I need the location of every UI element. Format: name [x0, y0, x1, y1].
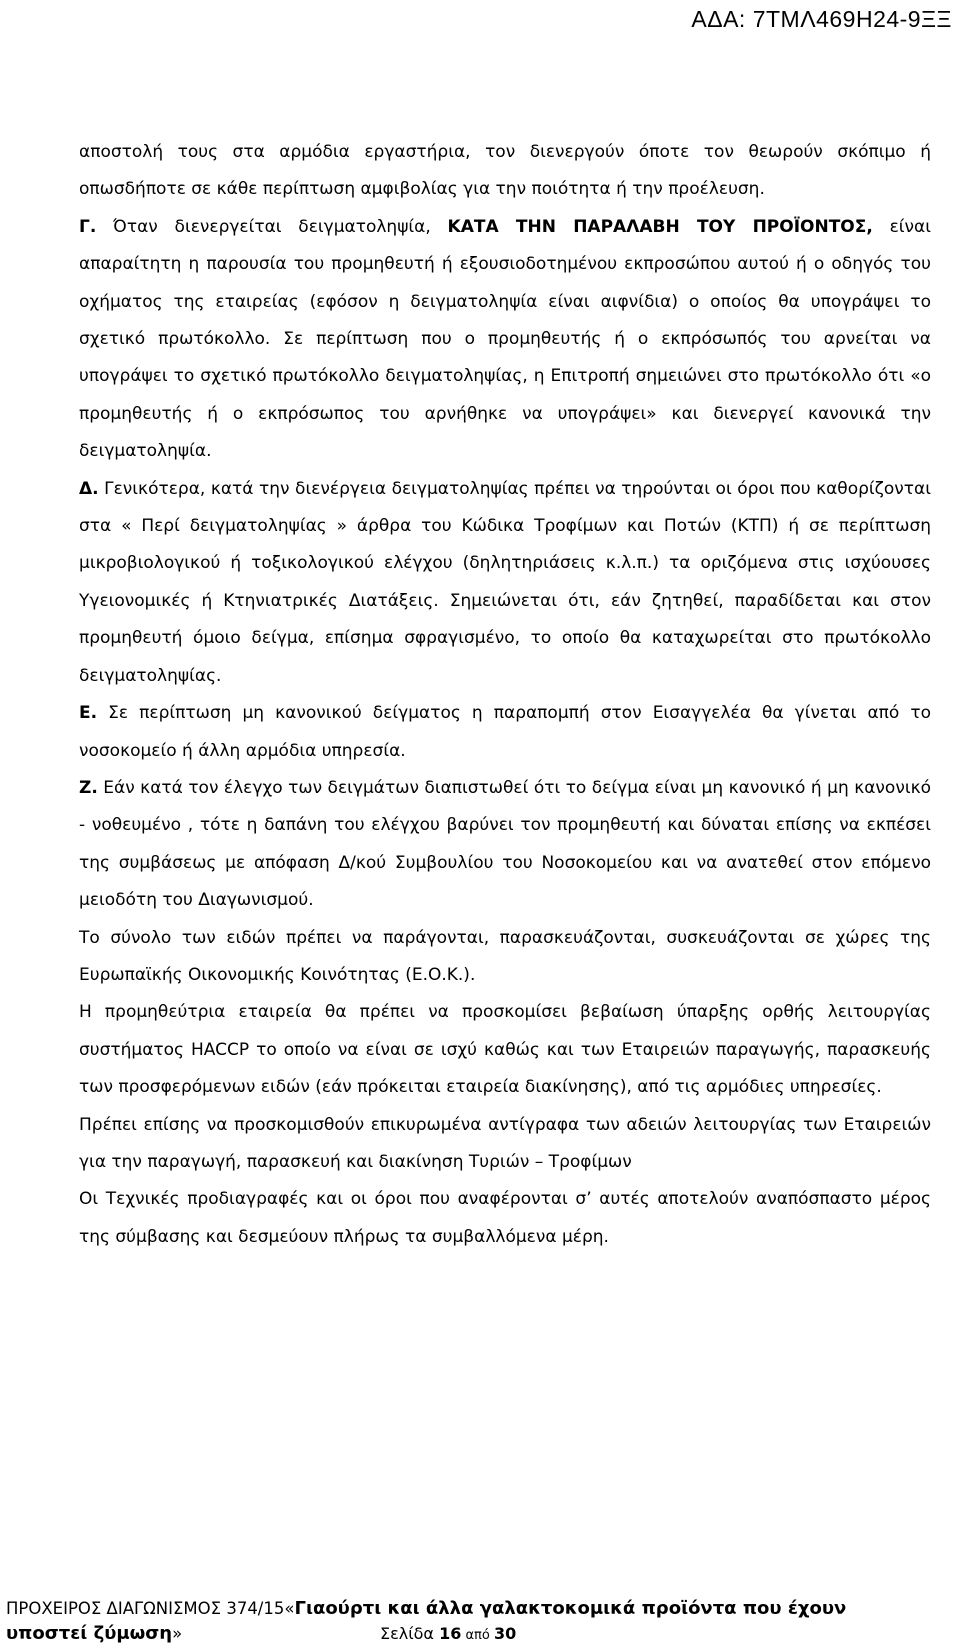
footer-prefix: ΠΡΟΧΕΙΡΟΣ ΔΙΑΓΩΝΙΣΜΟΣ 374/15« [6, 1599, 295, 1618]
ada-code: ΑΔΑ: 7ΤΜΛ469Η24-9ΞΞ [691, 6, 952, 32]
paragraph: Η προμηθεύτρια εταιρεία θα πρέπει να προσκομίσει βεβαίωση ύπαρξης ορθής λειτουργίας συστήματος HACCP το οποίο να είναι σε ισχύ καθώς και των Εταιρειών παραγωγής, παρασκευής των προσφερόμενων ειδών (εάν πρόκειται εταιρεία διακίνησης), από τις αρμόδιες υπηρεσίες. [79, 1002, 931, 1098]
page-footer: ΠΡΟΧΕΙΡΟΣ ΔΙΑΓΩΝΙΣΜΟΣ 374/15«Γιαούρτι και άλλα γαλακτοκομικά προϊόντα που έχουν υποστεί ζύμωση» Σελίδα 16 από 30 [0, 1596, 960, 1646]
paragraph-g: Γ. Όταν διενεργείται δειγματοληψία, ΚΑΤΑ ΤΗΝ ΠΑΡΑΛΑΒΗ ΤΟΥ ΠΡΟΪΟΝΤΟΣ, είναι απαραίτητη η παρουσία του προμηθευτή ή εξουσιοδοτημένου εκπροσώπου αυτού ή ο οδηγός του οχήματος της εταιρείας (εφόσον η δειγματοληψία είναι αιφνίδια) ο οποίος θα υπογράψει το σχετικό πρωτόκολλο. Σε περίπτωση που ο προμηθευτής ή ο εκπρόσωπός του αρνείται να υπογράψει το σχετικό πρωτόκολλο δειγματοληψίας, η Επιτροπή σημειώνει στο πρωτόκολλο ότι «ο προμηθευτής ή ο εκπρόσωπος του αρνήθηκε να υπογράψει» και διενεργεί κανονικά την δειγματοληψία. [79, 216, 931, 462]
section-label: Ε. [79, 703, 98, 724]
paragraph-e: Ε. Σε περίπτωση μη κανονικού δείγματος η παραπομπή στον Εισαγγελέα θα γίνεται από το νοσοκομείο ή άλλη αρμόδια υπηρεσία. [79, 703, 931, 761]
page-number: Σελίδα 16 από 30 [380, 1624, 517, 1643]
paragraph-d: Δ. Γενικότερα, κατά την διενέργεια δειγματοληψίας πρέπει να τηρούνται οι όροι που καθορίζονται στα « Περί δειγματοληψίας » άρθρα του Κώδικα Τροφίμων και Ποτών (ΚΤΠ) ή σε περίπτωση μικροβιολογικού ή τοξικολογικού ελέγχου (δηλητηριάσεις κ.λ.π.) τα οριζόμενα στις ισχύουσες Υγειονομικές ή Κτηνιατρικές Διατάξεις. Σημειώνεται ότι, εάν ζητηθεί, παραδίδεται και στον προμηθευτή όμοιο δείγμα, επίσημα σφραγισμένο, το οποίο θα καταχωρείται στο πρωτόκολλο δειγματοληψίας. [79, 478, 931, 686]
footer-title-end: υποστεί ζύμωση [6, 1623, 173, 1644]
emphasis-text: ΚΑΤΑ ΤΗΝ ΠΑΡΑΛΑΒΗ ΤΟΥ ΠΡΟΪΟΝΤΟΣ, [447, 216, 873, 237]
paragraph: Πρέπει επίσης να προσκομισθούν επικυρωμένα αντίγραφα των αδειών λειτουργίας των Εταιρειών για την παραγωγή, παρασκευή και διακίνηση Τυριών – Τροφίμων [79, 1114, 931, 1172]
footer-title: Γιαούρτι και άλλα γαλακτοκομικά προϊόντα που έχουν [294, 1598, 847, 1619]
paragraph: Οι Τεχνικές προδιαγραφές και οι όροι που αναφέρονται σ’ αυτές αποτελούν αναπόσπαστο μέρος της σύμβασης και δεσμεύουν πλήρως τα συμβαλλόμενα μέρη. [79, 1189, 931, 1247]
paragraph-z: Ζ. Εάν κατά τον έλεγχο των δειγμάτων διαπιστωθεί ότι το δείγμα είναι μη κανονικό ή μη κανονικό - νοθευμένο , τότε η δαπάνη του ελέγχου βαρύνει τον προμηθευτή και δύναται επίσης να εκπέσει της συμβάσεως με απόφαση Δ/κού Συμβουλίου του Νοσοκομείου και να ανατεθεί στον επόμενο μειοδότη του Διαγωνισμού. [79, 777, 931, 911]
section-label: Γ. [79, 216, 97, 237]
section-label: Δ. [79, 478, 99, 499]
paragraph: αποστολή τους στα αρμόδια εργαστήρια, τον διενεργούν όποτε τον θεωρούν σκόπιμο ή οπωσδήποτε σε κάθε περίπτωση αμφιβολίας για την ποιότητα ή την προέλευση. [79, 142, 931, 200]
section-label: Ζ. [79, 777, 98, 798]
paragraph: Το σύνολο των ειδών πρέπει να παράγονται, παρασκευάζονται, συσκευάζονται σε χώρες της Ευρωπαϊκής Οικονομικής Κοινότητας (Ε.Ο.Κ.). [79, 927, 931, 985]
document-body [79, 134, 931, 1256]
